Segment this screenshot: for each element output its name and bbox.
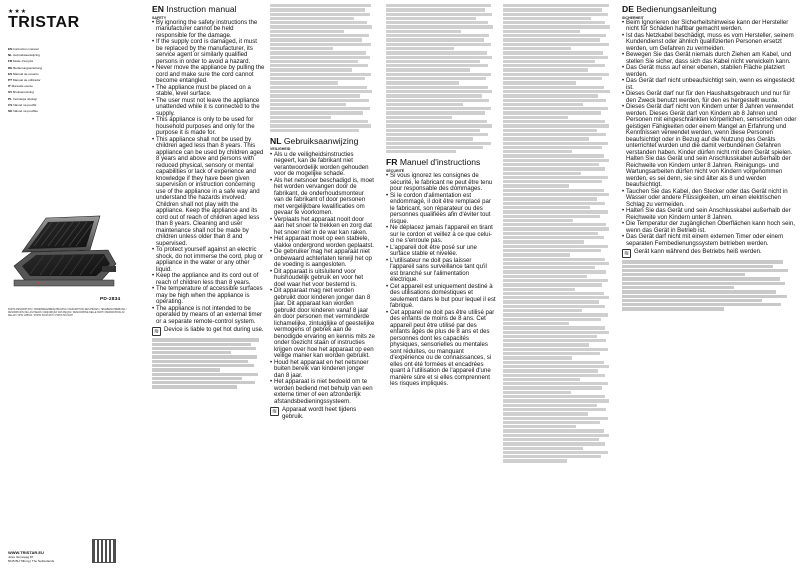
hot-surface-icon-nl: ≋ bbox=[271, 408, 278, 415]
de-safety-item: • Bewegen Sie das Gerät niemals durch Ziehen am Kabel, und stellen Sie sicher, dass sich das Kabel nicht verwickeln kann. bbox=[622, 52, 797, 65]
de-safety-item: • Ist das Netzkabel beschädigt, muss es vom Hersteller, seinem Kundendienst oder ähnlich qualifizierten Personen ersetzt werden, um Gefahren zu vermeiden. bbox=[622, 33, 797, 53]
language-item: FR Mode d'emploi bbox=[8, 59, 34, 64]
en-safety-item: • Never move the appliance by pulling the cord and make sure the cord cannot become entangled. bbox=[152, 65, 265, 85]
language-item: SV Bruksanvisning bbox=[8, 90, 34, 95]
nl-safety-item: • Verplaats het apparaat nooit door aan het snoer te trekken en zorg dat het snoer niet in de war kan raken. bbox=[270, 217, 375, 237]
fr-safety-item: • L'utilisateur ne doit pas laisser l'appareil sans surveillance tant qu'il est branché sur l'alimentation électrique. bbox=[386, 258, 496, 284]
language-item: PT Manual de utilizador bbox=[8, 78, 41, 83]
en-warning-row: ≋ Device is liable to get hot during use. bbox=[153, 326, 264, 335]
en-safety-item: • To protect yourself against an electric shock, do not immerse the cord, plug or appliance in the water or any other liquid. bbox=[152, 247, 265, 273]
fr-safety-item: • L'appareil doit être posé sur une surface stable et nivelée. bbox=[386, 245, 496, 258]
nl-safety-list bbox=[270, 152, 375, 406]
qr-code-icon bbox=[92, 539, 116, 563]
de-heading: DE Bedienungsanleitung bbox=[622, 4, 717, 14]
de-safety-item: • Dieses Gerät darf nicht von Kindern unter 8 Jahren verwendet werden. Dieses Gerät darf von Kindern ab 8 Jahren und Personen mit eingeschränkten körperlichen, sensorischen oder geistigen Fähigkeiten oder einem Mangel an Erfahrung und Kenntnissen verwendet werden, wenn diese Personen beaufsichtigt oder in Bezug auf die Nutzung des Geräts unterrichtet wurden und die damit verbundenen Gefahren verstanden haben. Kinder dürfen nicht mit dem Gerät spielen. Halten Sie das Gerät und sein Anschlusskabel außerhalb der Reichweite von Kindern unter 8 Jahren. Reinigungs- und Wartungsarbeiten dürfen nicht von Kindern vorgenommen werden, es sei denn, sie sind älter als 8 und werden beaufsichtigt. bbox=[622, 104, 797, 189]
nl-safety-item: • Houd het apparaat en het netsnoer buiten bereik van kinderen jonger dan 8 jaar. bbox=[270, 360, 375, 380]
nl-safety-item: • Als u de veiligheidsinstructies negeert, kan de fabrikant niet verantwoordelijk worden gehouden voor de mogelijke schade. bbox=[270, 152, 375, 178]
nl-fr-column bbox=[386, 4, 496, 388]
fr-safety-item: • Si vous ignorez les consignes de sécurité, le fabricant ne peut être tenu pour responsable des dommages. bbox=[386, 173, 496, 193]
de-safety-item: • Tauchen Sie das Kabel, den Stecker oder das Gerät nicht in Wasser oder andere Flüssigkeiten, um einen elektrischen Schlag zu vermeiden. bbox=[622, 189, 797, 209]
language-item: ES Manual de usuario bbox=[8, 71, 39, 76]
fr-safety-item: • Cet appareil ne doit pas être utilisé par des enfants de moins de 8 ans. Cet appareil peut être utilisé par des enfants âgés de plus de 8 ans et des personnes dont les capacités physiques, sensorielles ou mentales sont réduites, ou manquant d'expérience ou de connaissances, si elles ont été formées et encadrées quant à l'utilisation de l'appareil d'une manière sûre et si elles comprennent les risques impliqués. bbox=[386, 310, 496, 388]
hot-surface-icon: ≋ bbox=[153, 328, 160, 335]
fr-safety-item: • Cet appareil est uniquement destiné à des utilisations domestiques et seulement dans le but pour lequel il est fabriqué. bbox=[386, 284, 496, 310]
de-warning-row: ≋ Gerät kann während des Betriebs heiß werden. bbox=[623, 248, 762, 257]
en-fine-print bbox=[152, 338, 265, 389]
footer-address bbox=[8, 551, 54, 563]
website-url: WWW.TRISTAR.EU bbox=[8, 550, 44, 555]
en-safety-item: • This appliance shall not be used by children aged less than 8 years. This appliance can be used by children aged 8 years and above and persons with reduced physical, sensory or mental capabilities or lack of experience and knowledge if they have been given supervision or instruction concerning use of the appliance in a safe way and understand the hazards involved. Children shall not play with the appliance. Keep the appliance and its cord out of reach of children aged less than 8 years. Cleaning and user maintenance shall not be made by children unless older than 8 and supervised. bbox=[152, 137, 265, 248]
de-safety-item: • Das Gerät darf nicht unbeaufsichtigt sein, wenn es eingesteckt ist. bbox=[622, 78, 797, 91]
de-column bbox=[622, 4, 797, 312]
en-column bbox=[152, 4, 265, 390]
brand-stars: ★★★ bbox=[8, 9, 28, 15]
en-safety-item: • If the supply cord is damaged, it must be replaced by the manufacturer, its service agent or similarly qualified persons in order to avoid a hazard. bbox=[152, 39, 265, 65]
hot-surface-icon-de: ≋ bbox=[623, 250, 630, 257]
brand-block bbox=[8, 9, 118, 31]
nl-safety-item: • Als het netsnoer beschadigd is, moet het worden vervangen door de fabrikant, de onderhoudsmonteur van de fabrikant of door personen met vergelijkbare kwalificaties om gevaar te voorkomen. bbox=[270, 178, 375, 217]
en-heading: EN Instruction manual bbox=[152, 4, 237, 14]
fr-safety-item: • Si le cordon d'alimentation est endommagé, il doit être remplacé par le fabricant, son réparateur ou des personnes qualifiées afin d'éviter tout risque. bbox=[386, 193, 496, 226]
en-safety-item: • Keep the appliance and its cord out of reach of children less than 8 years. bbox=[152, 273, 265, 286]
nl-safety-heading: VEILIGHEID bbox=[270, 147, 291, 152]
nl-safety-item: • Dit apparaat is uitsluitend voor huishoudelijk gebruik en voor het doel waar het voor bestemd is. bbox=[270, 269, 375, 289]
nl-safety-item: • Het apparaat moet op een stabiele, vlakke ondergrond worden geplaatst. bbox=[270, 236, 375, 249]
en-safety-item: • The temperature of accessible surfaces may be high when the appliance is operating. bbox=[152, 286, 265, 306]
brand-logo: TRISTAR bbox=[8, 14, 80, 31]
language-item: DE Bedienungsanleitung bbox=[8, 65, 43, 70]
fr-safety-item: • Ne déplacez jamais l'appareil en tirant sur le cordon et veillez à ce que celui-ci ne s'enroule pas. bbox=[386, 225, 496, 245]
de-safety-heading: SICHERHEIT bbox=[622, 15, 644, 20]
en-continued-column bbox=[270, 4, 375, 422]
en-safety-item: • The user must not leave the appliance unattended while it is connected to the supply. bbox=[152, 98, 265, 118]
de-safety-item: • Dieses Gerät darf nur für den Haushaltsgebrauch und nur für den Zweck benutzt werden, für den es hergestellt wurde. bbox=[622, 91, 797, 104]
fr-continued-column bbox=[503, 4, 613, 464]
model-number: PD-2834 bbox=[100, 297, 121, 302]
language-item: IT Manuale utente bbox=[8, 84, 33, 89]
language-item: SK Návod na použitie bbox=[8, 109, 38, 114]
en-safety-list bbox=[152, 20, 265, 326]
language-item: NL Gebruiksaanwijzing bbox=[8, 53, 40, 58]
de-safety-item: • Halten Sie das Gerät und sein Anschlusskabel außerhalb der Reichweite von Kindern unter 8 Jahren. bbox=[622, 208, 797, 221]
city-address: 5015 BH Tilburg | The Netherlands bbox=[8, 559, 55, 563]
nl-heading: NL Gebruiksaanwijzing bbox=[270, 135, 359, 146]
nl-warning-row: ≋ Apparaat wordt heet tijdens gebruik. bbox=[271, 406, 357, 420]
de-safety-item: • Das Gerät muss auf einer ebenen, stabilen Fläche platziert werden. bbox=[622, 65, 797, 78]
fr-heading: FR Manuel d'instructions bbox=[386, 157, 481, 168]
nl-safety-item: • De gebruiker mag het apparaat niet onbewaard achterlaten terwijl het op de voeding is aangesloten. bbox=[270, 249, 375, 269]
street-address: Jules Verneweg 87 bbox=[8, 555, 34, 559]
language-item: CS Návod na použití bbox=[8, 102, 37, 107]
en-safety-item: • This appliance is only to be used for household purposes and only for the purpose it is made for. bbox=[152, 117, 265, 137]
en-safety-heading: SAFETY bbox=[152, 15, 167, 20]
language-item: PL Instrukcja obsługi bbox=[8, 96, 37, 101]
language-item: EN Instruction manual bbox=[8, 47, 39, 51]
fr-safety-list bbox=[386, 173, 496, 388]
de-safety-item: • Die Temperatur der zugänglichen Oberflächen kann hoch sein, wenn das Gerät in Betrieb ist. bbox=[622, 221, 797, 234]
en-safety-item: • By ignoring the safety instructions the manufacturer cannot be held responsible for the damage. bbox=[152, 20, 265, 40]
language-list bbox=[8, 46, 68, 114]
de-safety-item: • Das Gerät darf nicht mit einem externen Timer oder einem separaten Fernbedienungssystem betrieben werden. bbox=[622, 234, 797, 247]
nl-safety-item: • Dit apparaat mag niet worden gebruikt door kinderen jonger dan 8 jaar. Dit apparaat kan worden gebruikt door kinderen vanaf 8 jaar en door personen met verminderde lichamelijke, zintuiglijke of geestelijke vermogens of gebrek aan de benodigde ervaring en kennis mits ze onder toezicht staan of instructies krijgen over hoe het apparaat op een veilige manier kan worden gebruikt. bbox=[270, 288, 375, 360]
nl-safety-item: • Het apparaat is niet bedoeld om te worden bediend met behulp van een externe timer of een afzonderlijk afstandsbedieningssysteem. bbox=[270, 379, 375, 405]
de-safety-list bbox=[622, 20, 797, 248]
contact-grill-image bbox=[8, 212, 120, 292]
de-fine-print bbox=[622, 260, 797, 311]
en-safety-item: • The appliance is not intended to be operated by means of an external timer or a separate remote-control system. bbox=[152, 306, 265, 326]
en-safety-item: • The appliance must be placed on a stable, level surface. bbox=[152, 85, 265, 98]
de-safety-item: • Beim Ignorieren der Sicherheitshinweise kann der Hersteller nicht für Schäden haftbar gemacht werden. bbox=[622, 20, 797, 33]
parts-small-print: PARTS DESCRIPTION / ONDERDELENBESCHRIJVING / DESCRIPTION DES PIÈCES / TEILEBESCHREIBUNG / DESCRIPCIÓN DE LAS PIEZAS / DESCRIÇÃO DAS PEÇAS / DESCRIZIONE DELLE PARTI / BESKRIVNING AV DELAR / OPIS CZĘŚCI / POPIS SOUČÁSTÍ / POPIS SÚČASTÍ bbox=[8, 309, 127, 318]
fr-safety-heading: SÉCURITÉ bbox=[386, 168, 405, 173]
